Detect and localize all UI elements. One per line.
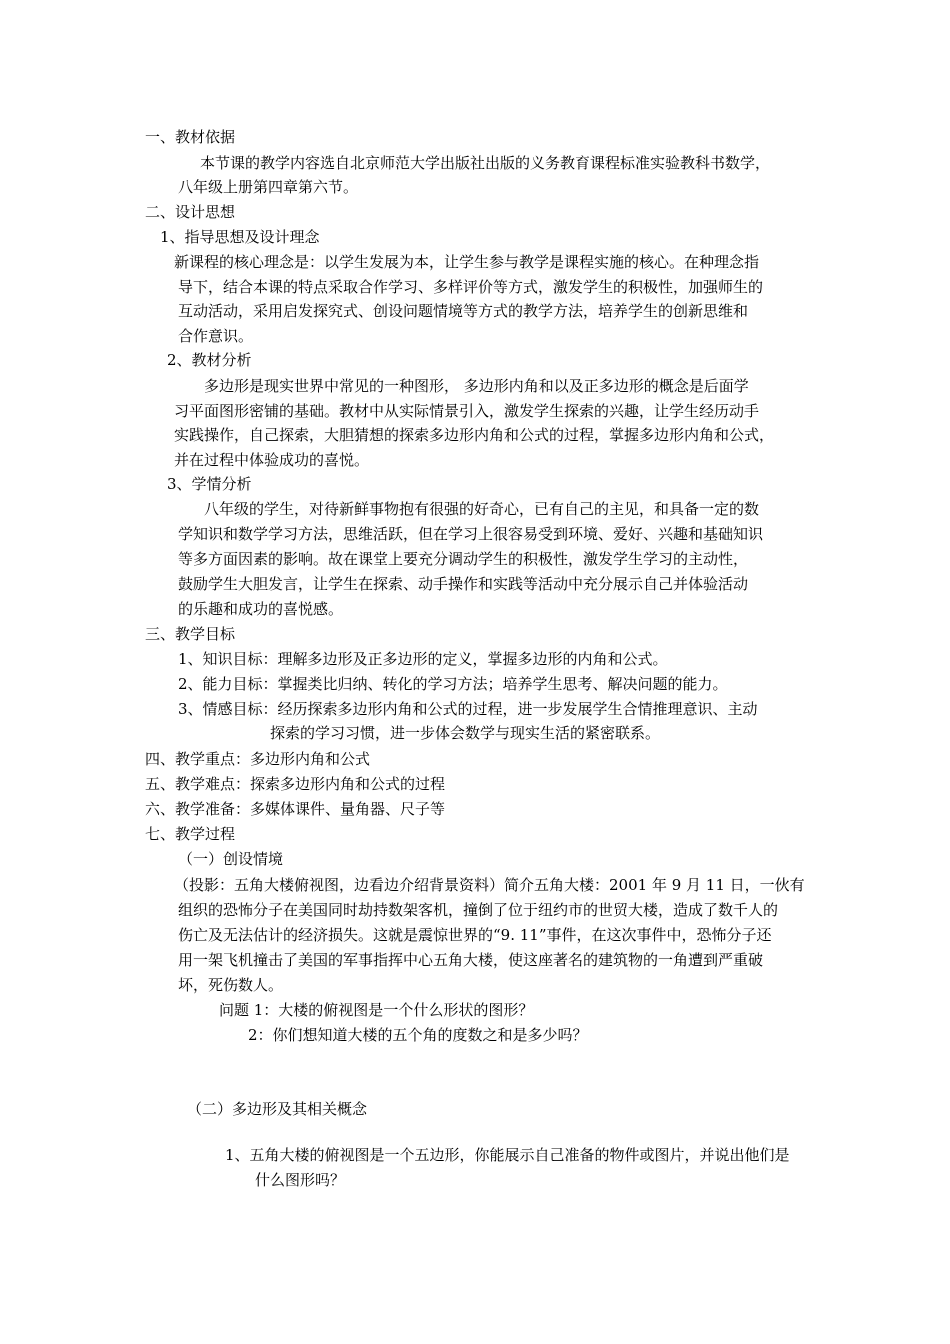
paragraph-line: 学知识和数学学习方法，思维活跃，但在学习上很容易受到环境、爱好、兴趣和基础知识 <box>178 525 764 543</box>
goal-item-continuation: 探索的学习习惯，进一步体会数学与现实生活的紧密联系。 <box>270 724 661 742</box>
goal-item: 2、能力目标：掌握类比归纳、转化的学习方法；培养学生思考、解决问题的能力。 <box>178 675 728 693</box>
part-heading: （二）多边形及其相关概念 <box>187 1100 368 1118</box>
paragraph-line: 1、五角大楼的俯视图是一个五边形，你能展示自己准备的物件或图片，并说出他们是 <box>225 1146 790 1164</box>
section-heading-4: 四、教学重点：多边形内角和公式 <box>145 750 371 768</box>
paragraph-line: 合作意识。 <box>178 327 254 345</box>
paragraph-line: 八年级的学生，对待新鲜事物抱有很强的好奇心，已有自己的主见，和具备一定的数 <box>204 500 760 518</box>
paragraph-line: 等多方面因素的影响。故在课堂上要充分调动学生的积极性，激发学生学习的主动性， <box>178 550 749 568</box>
section-heading-3: 三、教学目标 <box>145 625 236 643</box>
paragraph-line: 用一架飞机撞击了美国的军事指挥中心五角大楼，使这座著名的建筑物的一角遭到严重破 <box>178 951 764 969</box>
section-heading-1: 一、教材依据 <box>145 128 236 146</box>
paragraph-line: 鼓励学生大胆发言，让学生在探索、动手操作和实践等活动中充分展示自己并体验活动 <box>178 575 749 593</box>
paragraph-line: （投影：五角大楼俯视图，边看边介绍背景资料）简介五角大楼：2001 年 9 月 11 日，一伙有 <box>174 876 805 894</box>
paragraph-line: 多边形是现实世界中常见的一种图形， 多边形内角和以及正多边形的概念是后面学 <box>204 377 749 395</box>
paragraph-line: 坏，死伤数人。 <box>178 976 284 994</box>
paragraph-line: 并在过程中体验成功的喜悦。 <box>174 451 370 469</box>
question-1: 问题 1：大楼的俯视图是一个什么形状的图形？ <box>219 1001 534 1019</box>
part-heading: （一）创设情境 <box>178 850 284 868</box>
subsection-heading: 1、指导思想及设计理念 <box>160 228 320 246</box>
paragraph-line: 新课程的核心理念是：以学生发展为本，让学生参与教学是课程实施的核心。在种理念指 <box>174 253 760 271</box>
section-heading-6: 六、教学准备：多媒体课件、量角器、尺子等 <box>145 800 446 818</box>
section-heading-7: 七、教学过程 <box>145 825 236 843</box>
paragraph-line: 导下，结合本课的特点采取合作学习、多样评价等方式，激发学生的积极性，加强师生的 <box>178 278 764 296</box>
section-heading-5: 五、教学难点：探索多边形内角和公式的过程 <box>145 775 446 793</box>
paragraph-line: 实践操作，自己探索，大胆猜想的探索多边形内角和公式的过程，掌握多边形内角和公式， <box>174 426 775 444</box>
paragraph-line: 伤亡及无法估计的经济损失。这就是震惊世界的“9. 11”事件，在这次事件中，恐怖分子还 <box>178 926 772 944</box>
paragraph-line: 组织的恐怖分子在美国同时劫持数架客机，撞倒了位于纽约市的世贸大楼，造成了数千人的 <box>178 901 779 919</box>
section-heading-2: 二、设计思想 <box>145 203 236 221</box>
goal-item: 1、知识目标：理解多边形及正多边形的定义，掌握多边形的内角和公式。 <box>178 650 668 668</box>
paragraph-line: 本节课的教学内容选自北京师范大学出版社出版的义务教育课程标准实验教科书数学， <box>200 154 771 172</box>
question-2: 2：你们想知道大楼的五个角的度数之和是多少吗？ <box>248 1026 588 1044</box>
paragraph-line: 互动活动，采用启发探究式、创设问题情境等方式的教学方法，培养学生的创新思维和 <box>178 302 749 320</box>
paragraph-line: 什么图形吗？ <box>255 1171 346 1189</box>
paragraph-line: 八年级上册第四章第六节。 <box>178 178 359 196</box>
subsection-heading: 3、学情分析 <box>167 475 252 493</box>
subsection-heading: 2、教材分析 <box>167 351 252 369</box>
paragraph-line: 的乐趣和成功的喜悦感。 <box>178 600 344 618</box>
paragraph-line: 习平面图形密铺的基础。教材中从实际情景引入，激发学生探索的兴趣，让学生经历动手 <box>174 402 760 420</box>
goal-item: 3、情感目标：经历探索多边形内角和公式的过程，进一步发展学生合情推理意识、主动 <box>178 700 758 718</box>
